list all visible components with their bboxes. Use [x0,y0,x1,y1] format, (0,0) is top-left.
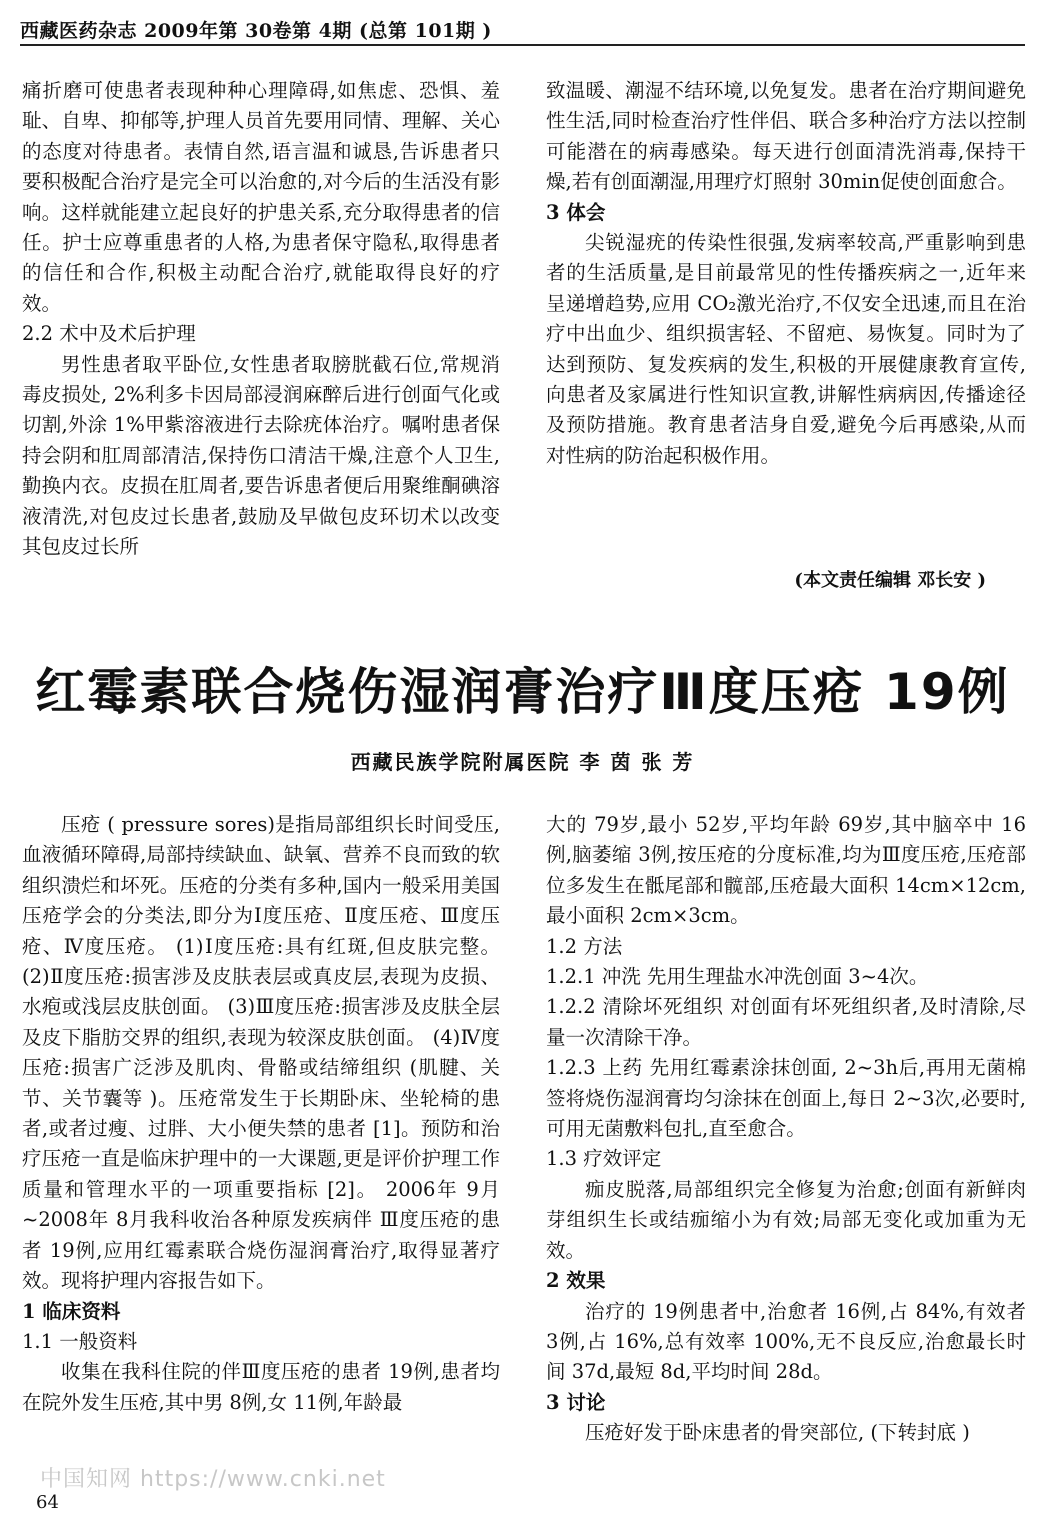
body-paragraph: 痛折磨可使患者表现种种心理障碍,如焦虑、恐惧、羞耻、自卑、抑郁等,护理人员首先要用同情、理解、关心的态度对待患者。表情自然,语言温和诚恳,告诉患者只要积极配合治疗是完全可以治愈的,对今后的生活没有影响。这样就能建立起良好的护患关系,充分取得患者的信任。护士应尊重患者的人格,为患者保守隐私,取得患者的信任和合作,积极主动配合治疗,就能取得良好的疗效。 [22,79,500,315]
page-number: 64 [36,1492,59,1513]
article-title: 红霉素联合烧伤湿润膏治疗Ⅲ度压疮 19例 [35,663,1010,721]
article-authors: 西藏民族学院附属医院 李 茵 张 芳 [350,750,695,774]
top-left-column [22,76,500,563]
subsection-heading: 1.3 疗效评定 [546,1147,662,1171]
subsection-heading: 2.2 术中及术后护理 [22,322,196,346]
top-right-column [546,76,1026,471]
subsection-heading: 1.2 方法 [546,934,623,958]
editor-note: (本文责任编辑 邓长安 ) [794,570,986,591]
subsection-heading: 1.1 一般资料 [22,1329,138,1353]
body-paragraph: 压疮 ( pressure sores)是指局部组织长时间受压,血液循环障碍,局部持续缺血、缺氧、营养不良而致的软组织溃烂和坏死。压疮的分类有多种,国内一般采用美国压疮学会的分类法,即分为Ⅰ度压疮、Ⅱ度压疮、Ⅲ度压疮、Ⅳ度压疮。 (1)Ⅰ度压疮:具有红斑,但皮肤完整。 (2)Ⅱ度压疮:损害涉及皮肤表层或真皮层,表现为皮损、水疱或浅层皮肤创面。 (3)Ⅲ度压疮:损害涉及皮肤全层及皮下脂肪交界的组织,表现为较深皮肤创面。 (4)Ⅳ度压疮:损害广泛涉及肌肉、骨骼或结缔组织 (肌腱、关节、关节囊等 )。压疮常发生于长期卧床、坐轮椅的患者,或者过瘦、过胖、大小便失禁的患者 [1]。预防和治疗压疮一直是临床护理中的一大课题,更是评价护理工作质量和管理水平的一项重要指标 [2]。 2006年 9月 ~2008年 8月我科收治各种原发疾病伴 Ⅲ度压疮的患者 19例,应用红霉素联合烧伤湿润膏治疗,取得显著疗效。现将护理内容报告如下。 [22,813,501,1293]
body-paragraph: 1.2.2 清除坏死组织 对创面有坏死组织者,及时清除,尽量一次清除干净。 [546,995,1026,1049]
bottom-right-column [546,810,1026,1449]
body-paragraph: 痂皮脱落,局部组织完全修复为治愈;创面有新鲜肉芽组织生长或结痂缩小为有效;局部无变化或加重为无效。 [546,1177,1026,1262]
section-heading: 3 讨论 [546,1390,606,1414]
running-head: 西藏医药杂志 2009年第 30卷第 4期 (总第 101期 ) [20,20,492,42]
body-paragraph: 收集在我科住院的伴Ⅲ度压疮的患者 19例,患者均在院外发生压疮,其中男 8例,女 11例,年龄最 [22,1360,500,1414]
body-paragraph: 尖锐湿疣的传染性很强,发病率较高,严重影响到患者的生活质量,是目前最常见的性传播疾病之一,近年来呈递增趋势,应用 CO₂激光治疗,不仅安全迅速,而且在治疗中出血少、组织损害轻、不留疤、易恢复。同时为了达到预防、复发疾病的发生,积极的开展健康教育宣传,向患者及家属进行性知识宣教,讲解性病病因,传播途径及预防措施。教育患者洁身自爱,避免今后再感染,从而对性病的防治起积极作用。 [546,231,1026,467]
section-heading: 1 临床资料 [22,1299,121,1323]
body-paragraph: 1.2.3 上药 先用红霉素涂抹创面, 2~3h后,再用无菌棉签将烧伤湿润膏均匀涂抹在创面上,每日 2~3次,必要时,可用无菌敷料包扎,直至愈合。 [546,1056,1026,1141]
section-heading: 2 效果 [546,1269,606,1293]
body-paragraph: 治疗的 19例患者中,治愈者 16例,占 84%,有效者 3例,占 16%,总有效率 100%,无不良反应,治愈最长时间 37d,最短 8d,平均时间 28d。 [546,1299,1026,1384]
body-paragraph: 男性患者取平卧位,女性患者取膀胱截石位,常规消毒皮损处, 2%利多卡因局部浸润麻醉后进行创面气化或切割,外涂 1%甲紫溶液进行去除疣体治疗。嘱咐患者保持会阴和肛周部清洁,保持伤口清洁干燥,注意个人卫生,勤换内衣。皮损在肛周者,要告诉患者便后用聚维酮碘溶液清洗,对包皮过长患者,鼓励及早做包皮环切术以改变其包皮过长所 [22,352,500,559]
body-paragraph: 大的 79岁,最小 52岁,平均年龄 69岁,其中脑卒中 16例,脑萎缩 3例,按压疮的分度标准,均为Ⅲ度压疮,压疮部位多发生在骶尾部和髋部,压疮最大面积 14cm×12cm,最小面积 2cm×3cm。 [546,813,1026,928]
cnki-watermark: 中国知网 https://www.cnki.net [40,1467,386,1492]
editor-note-wrap [546,566,1026,596]
bottom-left-column [22,810,500,1418]
body-paragraph: 1.2.1 冲洗 先用生理盐水冲洗创面 3~4次。 [546,965,929,989]
header-rule [20,44,1025,46]
section-heading: 3 体会 [546,200,606,224]
body-paragraph: 压疮好发于卧床患者的骨突部位, (下转封底 ) [585,1421,970,1445]
body-paragraph: 致温暖、潮湿不结环境,以免复发。患者在治疗期间避免性生活,同时检查治疗性伴侣、联合多种治疗方法以控制可能潜在的病毒感染。每天进行创面清洗消毒,保持干燥,若有创面潮湿,用理疗灯照射 30min促使创面愈合。 [546,79,1026,194]
